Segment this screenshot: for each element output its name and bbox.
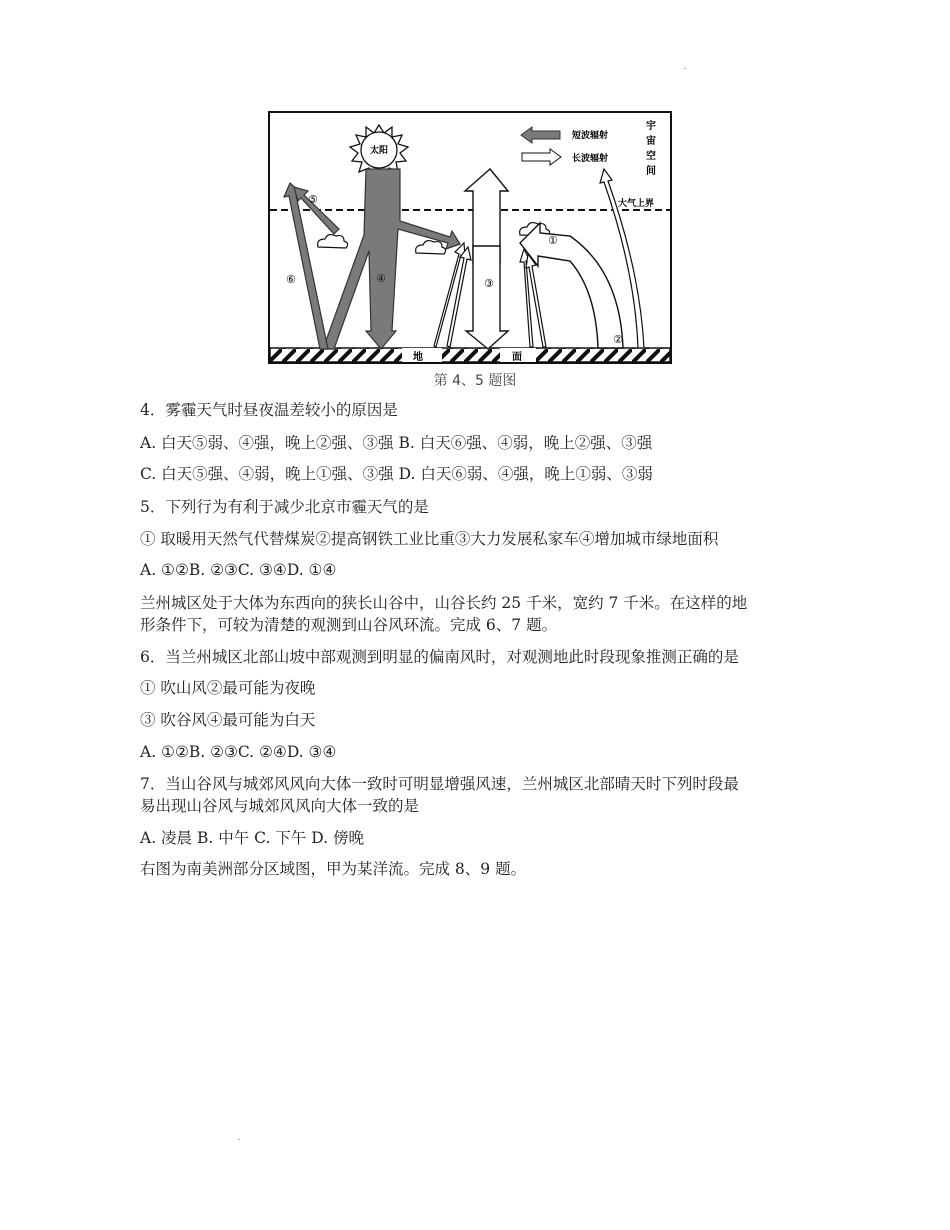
question-6-statements-1: ① 吹山风②最可能为夜晚 bbox=[140, 679, 316, 697]
marker-5: ⑤ bbox=[308, 193, 318, 206]
passage-line-2: 形条件下，可较为清楚的观测到山谷风环流。完成 6、7 题。 bbox=[140, 616, 558, 634]
question-7-line-2: 易出现山谷风与城郊风风向大体一致的是 bbox=[140, 797, 420, 815]
space-label-char: 空 bbox=[646, 151, 656, 162]
passage-8-9: 右图为南美洲部分区域图，甲为某洋流。完成 8、9 题。 bbox=[140, 860, 527, 878]
space-label-char: 宙 bbox=[646, 136, 656, 147]
ground-label-left: 地 bbox=[413, 352, 423, 363]
space-label-char: 间 bbox=[646, 166, 656, 177]
question-6-options: A. ①②B. ②③C. ②④D. ③④ bbox=[140, 743, 337, 761]
marker-3: ③ bbox=[484, 277, 494, 290]
marker-1: ① bbox=[548, 234, 558, 247]
question-4-options-cd: C. 白天⑤强、④弱，晚上①强、③强 D. 白天⑥弱、④强，晚上①弱、③弱 bbox=[140, 465, 653, 483]
question-4-options-ab: A. 白天⑤弱、④强，晚上②强、③强 B. 白天⑥强、④弱，晚上②强、③强 bbox=[140, 434, 653, 452]
space-label-char: 宇 bbox=[646, 121, 656, 132]
question-6: 6．当兰州城区北部山坡中部观测到明显的偏南风时，对观测地此时段现象推测正确的是 bbox=[140, 648, 739, 666]
ground-label-right: 面 bbox=[512, 352, 522, 363]
question-6-statements-2: ③ 吹谷风④最可能为白天 bbox=[140, 711, 316, 729]
marker-6: ⑥ bbox=[286, 273, 296, 286]
ground-hatch bbox=[270, 348, 670, 362]
question-7-line-1: 7．当山谷风与城郊风风向大体一致时可明显增强风速，兰州城区北部晴天时下列时段最 bbox=[140, 775, 739, 793]
marker-2: ② bbox=[613, 333, 623, 346]
legend-longwave-label: 长波辐射 bbox=[572, 154, 609, 164]
question-5: 5．下列行为有利于减少北京市霾天气的是 bbox=[140, 498, 429, 516]
legend-shortwave-label: 短波辐射 bbox=[572, 131, 609, 141]
question-7-options: A. 凌晨 B. 中午 C. 下午 D. 傍晚 bbox=[140, 829, 364, 847]
question-5-options: A. ①②B. ②③C. ③④D. ①④ bbox=[140, 561, 337, 579]
scan-speck bbox=[238, 1139, 240, 1140]
atmosphere-top-label: 大气上界 bbox=[618, 199, 655, 209]
sun-label: 太阳 bbox=[370, 146, 389, 156]
question-4: 4．雾霾天气时昼夜温差较小的原因是 bbox=[140, 401, 398, 419]
radiation-diagram bbox=[268, 111, 672, 364]
passage-line-1: 兰州城区处于大体为东西向的狭长山谷中，山谷长约 25 千米，宽约 7 千米。在这样的地 bbox=[140, 594, 748, 612]
scan-speck bbox=[684, 68, 686, 69]
question-5-statements: ① 取暖用天然气代替煤炭②提高钢铁工业比重③大力发展私家车④增加城市绿地面积 bbox=[140, 530, 719, 548]
figure-caption: 第 4、5 题图 bbox=[433, 373, 517, 389]
marker-4: ④ bbox=[376, 272, 386, 285]
